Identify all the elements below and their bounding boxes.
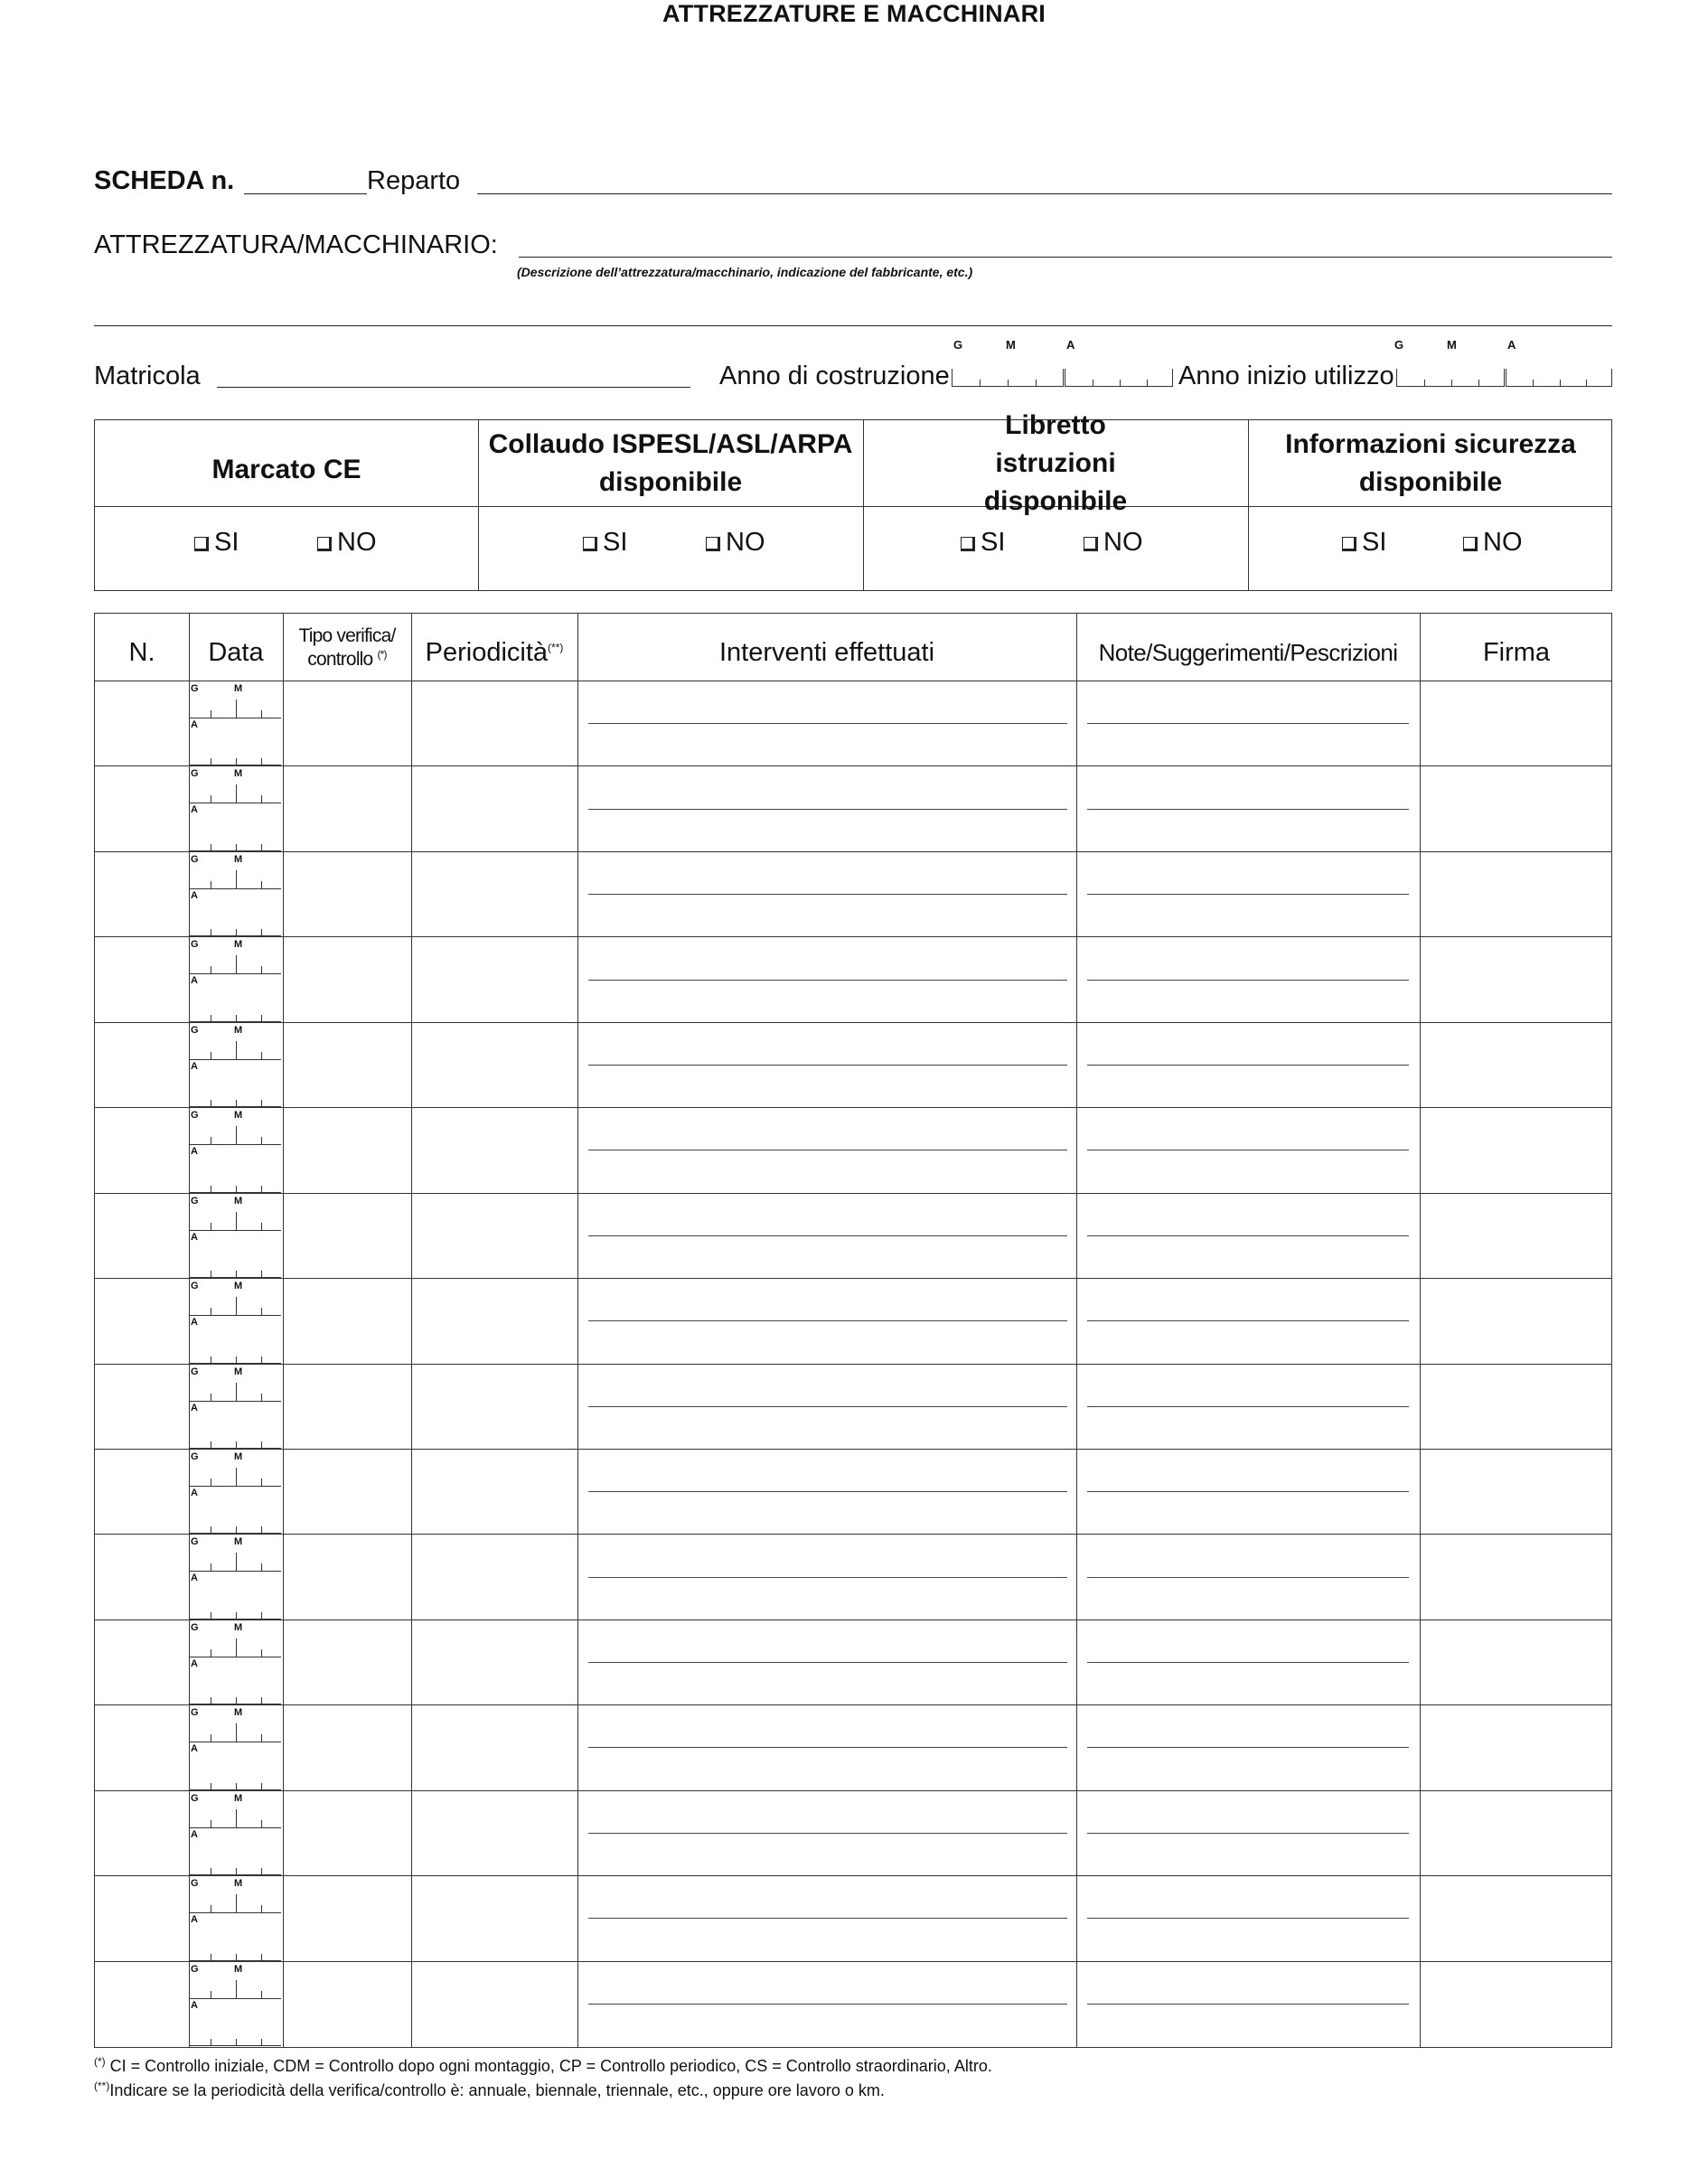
anno-costruzione-label: Anno di costruzione xyxy=(719,362,950,390)
date-g-label: G xyxy=(191,1963,199,1975)
info-header-collaudo: Collaudo ISPESL/ASL/ARPA disponibile xyxy=(488,428,853,497)
checkbox-icon xyxy=(194,537,209,551)
date-m-label: M xyxy=(234,1451,243,1462)
table-row xyxy=(95,1620,1611,1704)
interventi-field[interactable] xyxy=(588,1235,1067,1236)
col-header-periodicita: Periodicità(**) xyxy=(425,637,564,667)
date-gm-field[interactable] xyxy=(189,782,281,803)
collaudo-si-checkbox[interactable]: SI xyxy=(583,528,627,558)
matricola-field[interactable] xyxy=(217,387,690,388)
date-gm-field[interactable] xyxy=(189,1465,281,1487)
table-row xyxy=(95,681,1611,765)
date-gm-field[interactable] xyxy=(189,1721,281,1742)
date-a-label: A xyxy=(191,1231,198,1243)
marcato-ce-no-checkbox[interactable]: NO xyxy=(317,528,377,558)
table-row xyxy=(95,1022,1611,1107)
interventi-field[interactable] xyxy=(588,1406,1067,1407)
interventi-field[interactable] xyxy=(588,980,1067,981)
date-a-label: A xyxy=(191,1657,198,1669)
anno-costruzione-gm-field[interactable] xyxy=(952,369,1064,387)
date-g-label: G xyxy=(191,1878,199,1890)
table-row xyxy=(95,1704,1611,1789)
anno-costruzione-g: G xyxy=(953,338,963,352)
date-g-label: G xyxy=(191,1451,199,1462)
date-gm-field[interactable] xyxy=(189,1123,281,1145)
table-row xyxy=(95,936,1611,1021)
interventi-field[interactable] xyxy=(588,894,1067,895)
info-header-marcato-ce: Marcato CE xyxy=(211,454,361,484)
date-g-label: G xyxy=(191,683,199,694)
date-a-label: A xyxy=(191,1573,198,1584)
date-m-label: M xyxy=(234,1963,243,1975)
anno-utilizzo-a-field[interactable] xyxy=(1506,369,1612,387)
date-g-label: G xyxy=(191,1024,199,1036)
note-field[interactable] xyxy=(1087,1577,1409,1578)
note-field[interactable] xyxy=(1087,1406,1409,1407)
table-row xyxy=(95,1193,1611,1278)
footnote-periodicita: (**)Indicare se la periodicità della verifica/controllo è: annuale, biennale, triennale, etc., oppure ore lavoro o km. xyxy=(94,2080,885,2099)
note-field[interactable] xyxy=(1087,1065,1409,1066)
date-gm-field[interactable] xyxy=(189,697,281,718)
date-m-label: M xyxy=(234,768,243,780)
date-g-label: G xyxy=(191,1621,199,1633)
attrezzatura-note: (Descrizione dell’attrezzatura/macchinario, indicazione del fabbricante, etc.) xyxy=(517,265,973,279)
date-a-label: A xyxy=(191,1402,198,1413)
info-table xyxy=(94,409,1612,591)
note-field[interactable] xyxy=(1087,809,1409,810)
interventi-field[interactable] xyxy=(588,1833,1067,1834)
date-a-label: A xyxy=(191,1317,198,1329)
date-gm-field[interactable] xyxy=(189,1209,281,1231)
note-field[interactable] xyxy=(1087,1491,1409,1492)
date-a-label: A xyxy=(191,804,198,816)
checkbox-icon xyxy=(1084,537,1098,551)
table-row xyxy=(95,1534,1611,1619)
table-row xyxy=(95,1875,1611,1960)
date-m-label: M xyxy=(234,1536,243,1548)
date-a-field[interactable] xyxy=(189,1601,281,1620)
anno-costruzione-m: M xyxy=(1006,338,1016,352)
libretto-si-checkbox[interactable]: SI xyxy=(961,528,1005,558)
date-g-label: G xyxy=(191,1792,199,1804)
interventi-field[interactable] xyxy=(588,723,1067,724)
table-row xyxy=(95,765,1611,850)
date-a-field[interactable] xyxy=(189,2028,281,2046)
date-a-field[interactable] xyxy=(189,747,281,765)
anno-utilizzo-m: M xyxy=(1447,338,1457,352)
date-a-field[interactable] xyxy=(189,1431,281,1449)
date-gm-field[interactable] xyxy=(189,1636,281,1657)
date-g-label: G xyxy=(191,1366,199,1377)
interventi-field[interactable] xyxy=(588,1320,1067,1321)
checkbox-icon xyxy=(1342,537,1356,551)
anno-costruzione-a: A xyxy=(1066,338,1075,352)
checkbox-icon xyxy=(583,537,597,551)
date-a-field[interactable] xyxy=(189,1686,281,1704)
note-field[interactable] xyxy=(1087,723,1409,724)
table-row xyxy=(95,1790,1611,1875)
date-m-label: M xyxy=(234,853,243,865)
date-a-label: A xyxy=(191,1828,198,1840)
table-row xyxy=(95,1278,1611,1363)
anno-costruzione-a-field[interactable] xyxy=(1065,369,1173,387)
attrezzatura-field-line2[interactable] xyxy=(94,325,1612,326)
marcato-ce-si-checkbox[interactable]: SI xyxy=(194,528,239,558)
date-a-label: A xyxy=(191,1914,198,1926)
collaudo-no-checkbox[interactable]: NO xyxy=(706,528,765,558)
interventi-field[interactable] xyxy=(588,2004,1067,2005)
libretto-no-checkbox[interactable]: NO xyxy=(1084,528,1143,558)
date-a-field[interactable] xyxy=(189,1772,281,1790)
date-a-label: A xyxy=(191,975,198,987)
date-a-label: A xyxy=(191,1999,198,2011)
footnote-tipo: (*) CI = Controllo iniziale, CDM = Controllo dopo ogni montaggio, CP = Controllo periodico, CS = Controllo straordinario, Altro. xyxy=(94,2055,992,2075)
col-header-data: Data xyxy=(208,637,264,667)
date-g-label: G xyxy=(191,1707,199,1719)
attrezzatura-field[interactable] xyxy=(519,257,1612,258)
info-header-informazioni: Informazioni sicurezza disponibile xyxy=(1285,428,1576,497)
date-a-field[interactable] xyxy=(189,833,281,851)
interventi-field[interactable] xyxy=(588,1747,1067,1748)
scheda-label: SCHEDA n. xyxy=(94,166,235,195)
date-m-label: M xyxy=(234,683,243,694)
date-gm-field[interactable] xyxy=(189,1550,281,1572)
note-field[interactable] xyxy=(1087,1320,1409,1321)
date-g-label: G xyxy=(191,768,199,780)
date-g-label: G xyxy=(191,1281,199,1292)
date-a-label: A xyxy=(191,1060,198,1072)
interventi-field[interactable] xyxy=(588,1577,1067,1578)
checkbox-icon xyxy=(1463,537,1478,551)
note-field[interactable] xyxy=(1087,980,1409,981)
informazioni-si-checkbox[interactable]: SI xyxy=(1342,528,1386,558)
checkbox-icon xyxy=(706,537,720,551)
interventi-field[interactable] xyxy=(588,1065,1067,1066)
date-a-label: A xyxy=(191,1487,198,1498)
date-gm-field[interactable] xyxy=(189,1892,281,1913)
date-gm-field[interactable] xyxy=(189,1038,281,1060)
matricola-label: Matricola xyxy=(94,362,201,390)
table-row xyxy=(95,1961,1611,2046)
date-m-label: M xyxy=(234,1281,243,1292)
checkbox-icon xyxy=(961,537,975,551)
date-m-label: M xyxy=(234,1195,243,1207)
date-m-label: M xyxy=(234,1707,243,1719)
date-gm-field[interactable] xyxy=(189,1977,281,1999)
date-a-field[interactable] xyxy=(189,1004,281,1022)
checkbox-icon xyxy=(317,537,332,551)
date-m-label: M xyxy=(234,1024,243,1036)
date-gm-field[interactable] xyxy=(189,953,281,974)
date-gm-field[interactable] xyxy=(189,1294,281,1316)
date-a-field[interactable] xyxy=(189,1175,281,1193)
col-header-firma: Firma xyxy=(1482,637,1551,667)
col-header-tipo: Tipo verifica/ controllo (*) xyxy=(298,624,396,670)
date-a-label: A xyxy=(191,1743,198,1755)
note-field[interactable] xyxy=(1087,1662,1409,1663)
anno-utilizzo-label: Anno inizio utilizzo xyxy=(1178,362,1394,390)
date-g-label: G xyxy=(191,1195,199,1207)
note-field[interactable] xyxy=(1087,1747,1409,1748)
date-a-field[interactable] xyxy=(189,1516,281,1534)
date-a-field[interactable] xyxy=(189,1346,281,1364)
date-g-label: G xyxy=(191,1110,199,1122)
scheda-number-field[interactable] xyxy=(244,193,367,194)
date-gm-field[interactable] xyxy=(189,1380,281,1402)
date-m-label: M xyxy=(234,939,243,951)
table-row xyxy=(95,1364,1611,1449)
note-field[interactable] xyxy=(1087,894,1409,895)
reparto-label: Reparto xyxy=(367,166,461,195)
date-gm-field[interactable] xyxy=(189,868,281,889)
info-header-libretto: Libretto istruzioni disponibile xyxy=(983,409,1128,516)
note-field[interactable] xyxy=(1087,1235,1409,1236)
note-field[interactable] xyxy=(1087,1833,1409,1834)
date-m-label: M xyxy=(234,1366,243,1377)
date-a-label: A xyxy=(191,719,198,730)
note-field[interactable] xyxy=(1087,2004,1409,2005)
date-g-label: G xyxy=(191,1536,199,1548)
interventi-field[interactable] xyxy=(588,1918,1067,1919)
date-a-label: A xyxy=(191,889,198,901)
interventi-field[interactable] xyxy=(588,809,1067,810)
note-field[interactable] xyxy=(1087,1918,1409,1919)
col-header-n: N. xyxy=(128,637,155,667)
table-row xyxy=(95,1107,1611,1192)
date-a-field[interactable] xyxy=(189,918,281,936)
col-header-interventi: Interventi effettuati xyxy=(718,637,935,667)
date-g-label: G xyxy=(191,939,199,951)
date-m-label: M xyxy=(234,1878,243,1890)
date-a-field[interactable] xyxy=(189,1943,281,1961)
anno-utilizzo-a: A xyxy=(1507,338,1516,352)
date-a-field[interactable] xyxy=(189,1260,281,1278)
table-row xyxy=(95,851,1611,936)
anno-utilizzo-gm-field[interactable] xyxy=(1396,369,1505,387)
date-a-field[interactable] xyxy=(189,1857,281,1875)
date-m-label: M xyxy=(234,1792,243,1804)
date-m-label: M xyxy=(234,1621,243,1633)
table-row xyxy=(95,1449,1611,1534)
anno-utilizzo-g: G xyxy=(1394,338,1404,352)
date-a-field[interactable] xyxy=(189,1089,281,1107)
reparto-field[interactable] xyxy=(477,193,1612,194)
col-header-note: Note/Suggerimenti/Pescrizioni xyxy=(1098,638,1398,666)
date-m-label: M xyxy=(234,1110,243,1122)
date-g-label: G xyxy=(191,853,199,865)
date-gm-field[interactable] xyxy=(189,1807,281,1828)
date-a-label: A xyxy=(191,1146,198,1158)
interventi-field[interactable] xyxy=(588,1491,1067,1492)
attrezzatura-label: ATTREZZATURA/MACCHINARIO: xyxy=(94,230,498,259)
log-table xyxy=(94,613,1612,2048)
page-title: ATTREZZATURE E MACCHINARI xyxy=(662,0,1046,27)
informazioni-no-checkbox[interactable]: NO xyxy=(1463,528,1523,558)
interventi-field[interactable] xyxy=(588,1662,1067,1663)
